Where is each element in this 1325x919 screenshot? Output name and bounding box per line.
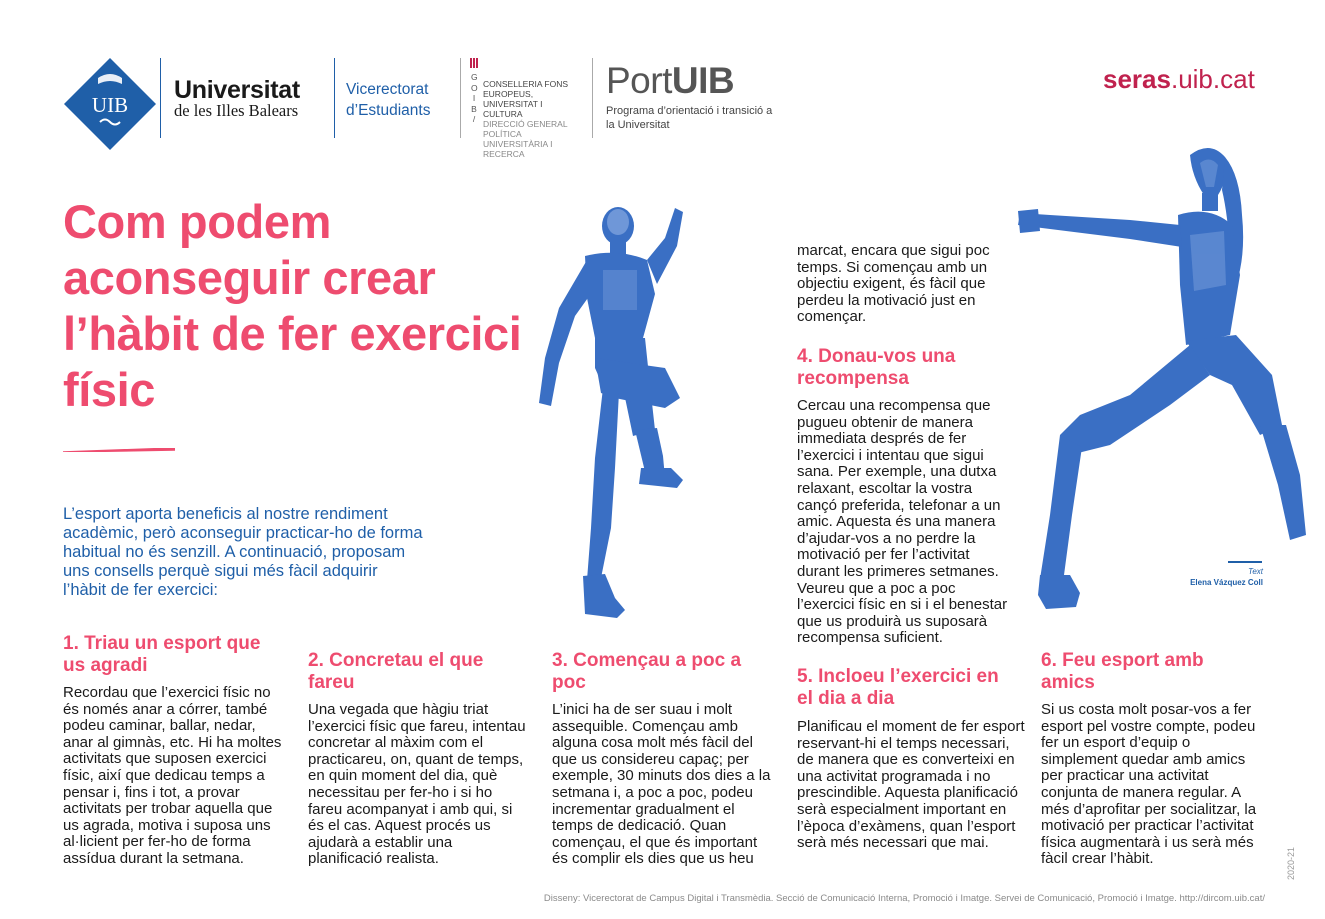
portuib-subtitle: Programa d’orientació i transició a la Universitat	[606, 105, 773, 131]
vicerectorat-label	[346, 79, 446, 121]
seras-bold: seras	[1103, 64, 1171, 94]
title-underline	[63, 448, 175, 452]
section-6-title: 6. Feu esport amb amics	[1041, 650, 1204, 693]
seras-url[interactable]	[1103, 64, 1255, 95]
portuib-light: Port	[606, 60, 672, 101]
university-name: Universitat	[174, 76, 300, 104]
page-title: Com podem aconseguir crear l’hàbit de fer exercici físic	[63, 195, 522, 416]
goib-flag-icon	[470, 58, 478, 68]
section-1-body: Recordau que l’exercici físic no és només anar a córrer, també podeu caminar, ballar, nedar, anar al gimnàs, etc. Hi ha moltes activitats que suposen exercici físic, així que dedicau temps a pensar i, fins i tot, a provar activitats per trobar aquella que us agrada, motiva i suposa uns al·licient per fer-ho de forma assídua durant la setmana.	[63, 684, 282, 867]
direccio-general-line: DIRECCIÓ GENERAL POLÍTICA UNIVERSITÀRIA I RECERCA	[483, 119, 568, 159]
credit-name: Elena Vázquez Coll	[1190, 578, 1263, 587]
section-3-body: L’inici ha de ser suau i molt assequible. Començau amb alguna cosa molt més fàcil del que us considereu capaç; per exemple, 30 minuts dos dies a la setmana i, a poc a poc, podeu incrementar gradualment el temps de dedicació. Quan començau, el que és important és complir els dies que us heu	[552, 701, 771, 868]
section-2-title: 2. Concretau el que fareu	[308, 650, 484, 693]
header-divider	[460, 58, 461, 138]
section-5-title: 5. Incloeu l’exercici en el dia a dia	[797, 666, 999, 709]
portuib-bold: UIB	[671, 60, 735, 101]
header-divider	[334, 58, 335, 138]
section-1-title: 1. Triau un esport que us agradi	[63, 633, 261, 676]
section-3-continuation: marcat, encara que sigui poc temps. Si començau amb un objectiu exigent, és fàcil que perdeu la motivació just en començar.	[797, 242, 990, 326]
credit-label: Text	[1248, 567, 1263, 576]
section-3-title: 3. Començau a poc a poc	[552, 650, 742, 693]
credit-divider	[1228, 561, 1262, 563]
woman-exercising-photo	[1010, 135, 1310, 625]
section-4-body: Cercau una recompensa que pugueu obtenir de manera immediata després de fer l’exercici i intentau que sigui sana. Per exemple, una dutxa relaxant, escoltar la vostra cançó preferida, telefonar a un amic. Aquesta és una manera d’ajudar-vos a no perdre la motivació per fer l’activitat durant les primeres setmanes. Veureu que a poc a poc l’exercici físic en si i el benestar que us produirà us suposarà recompensa suficient.	[797, 397, 1008, 647]
section-6-body: Si us costa molt posar-vos a fer esport pel vostre compte, podeu fer un esport d’equip o simplement quedar amb amics per practicar una activitat conjunta de manera regular. A més d’aprofitar per socialitzar, la motivació per practicar l’activitat física augmentarà i us serà més fàcil crear l’hàbit.	[1041, 701, 1257, 868]
section-4-title: 4. Donau-vos una recompensa	[797, 346, 956, 389]
intro-paragraph: L’esport aporta beneficis al nostre rendiment acadèmic, però aconseguir practicar-ho de forma habitual no és senzill. A continuació, proposam uns consells perquè sigui més fàcil adquirir l’hàbit de fer exercici:	[63, 505, 423, 599]
portuib-logo	[606, 60, 734, 102]
goib-letters: G O I B /	[471, 72, 478, 124]
university-subtitle: de les Illes Balears	[174, 101, 299, 120]
vicerectorat-text: Vicerectorat d’Estudiants	[346, 81, 431, 119]
header-divider	[160, 58, 161, 138]
conselleria-label	[483, 79, 575, 159]
conselleria-line: CONSELLERIA FONS EUROPEUS, UNIVERSITAT I CULTURA	[483, 79, 569, 119]
man-exercising-photo	[515, 198, 705, 628]
text-credit	[1150, 566, 1263, 588]
section-5-body: Planificau el moment de fer esport reservant-hi el temps necessari, de manera que es converteixi en una activitat programada i no prescindible. Aquesta planificació serà especialment important en l’època d’exàmens, quan l’esport serà més necessari que mai.	[797, 718, 1025, 852]
uib-logo	[62, 56, 158, 152]
header-divider	[592, 58, 593, 138]
seras-domain: .uib.cat	[1170, 64, 1255, 94]
design-credit-footer: Disseny: Vicerectorat de Campus Digital i Transmèdia. Secció de Comunicació Interna, Promoció i Imatge. Servei de Comunicació, Promoció i Imatge. http://dircom.uib.cat/	[543, 893, 1265, 904]
edition-year: 2020-21	[1286, 846, 1296, 880]
section-2-body: Una vegada que hàgiu triat l’exercici físic que fareu, intentau concretar al màxim com el practicareu, on, quant de temps, en quin moment del dia, què necessitau per fer-ho i si ho fareu acompanyat i amb qui, si és el cas. Aquest procés us ajudarà a establir una planificació realista.	[308, 701, 526, 868]
uib-logo-text: UIB	[91, 93, 129, 117]
